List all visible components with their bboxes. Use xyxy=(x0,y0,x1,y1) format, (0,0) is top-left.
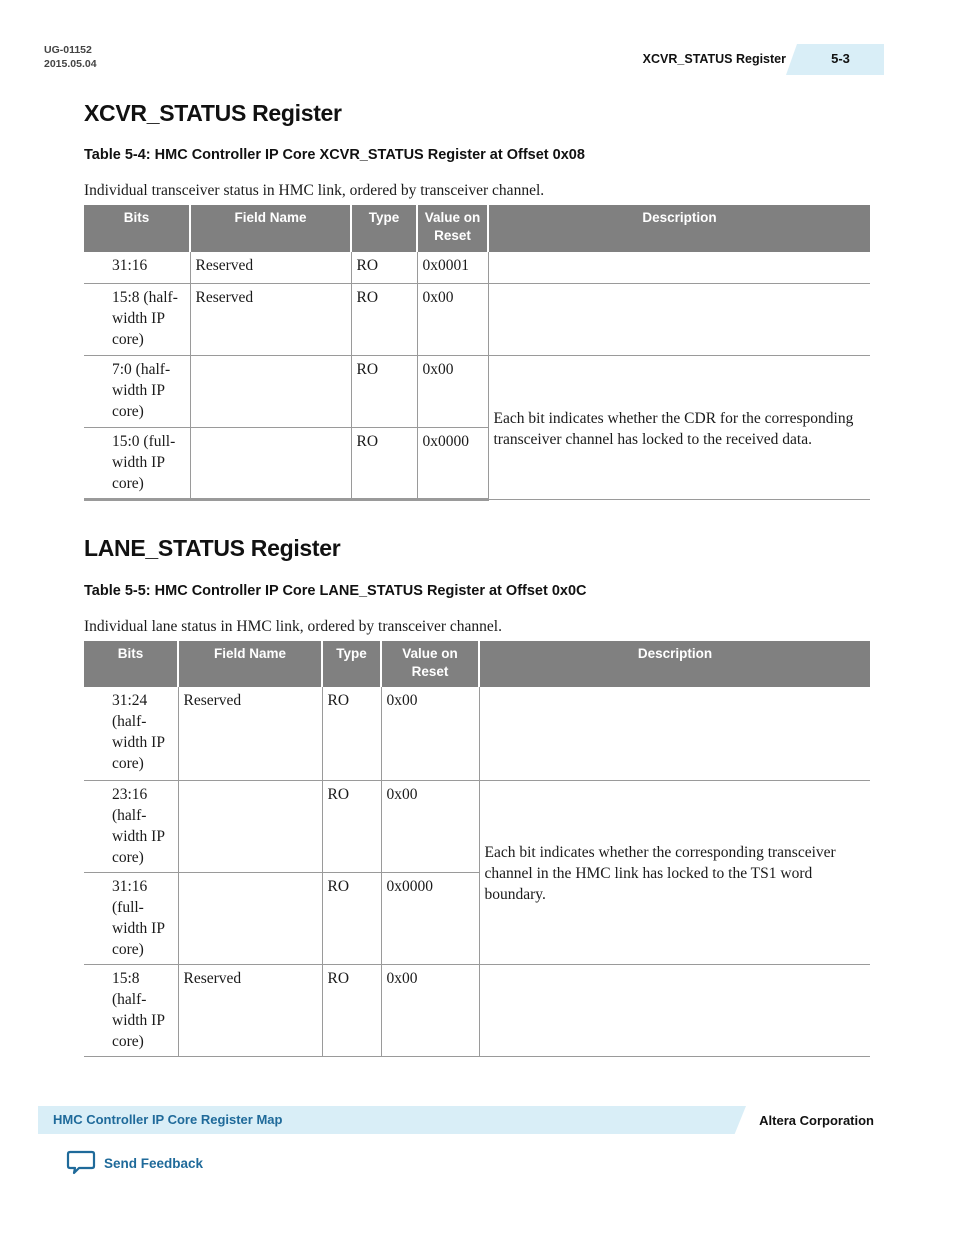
cell-bits: 15:0 (full-width IP core) xyxy=(84,427,190,499)
cell-bits: 15:8 (half-width IP core) xyxy=(84,964,178,1056)
column-header-bits: Bits xyxy=(84,205,190,252)
table-row xyxy=(84,687,870,780)
footer-chapter-title[interactable]: HMC Controller IP Core Register Map xyxy=(53,1112,283,1127)
cell-type: RO xyxy=(351,427,417,499)
cell-description: Each bit indicates whether the corresponding transceiver channel in the HMC link has locked to the TS1 word boundary. xyxy=(479,780,870,964)
cell-bits: 31:16 xyxy=(84,252,190,283)
table-intro-xcvr-status: Individual transceiver status in HMC link, ordered by transceiver channel. xyxy=(84,182,545,199)
cell-field-name: Reserved xyxy=(178,687,322,780)
column-header-field-name: Field Name xyxy=(178,641,322,687)
cell-reset-value: 0x00 xyxy=(381,964,479,1056)
page-number: 5-3 xyxy=(831,51,850,66)
register-table-lane-status xyxy=(84,641,870,1057)
cell-description xyxy=(488,283,870,355)
section-heading-xcvr-status: XCVR_STATUS Register xyxy=(84,100,342,126)
send-feedback-label: Send Feedback xyxy=(104,1155,204,1171)
column-header-type: Type xyxy=(351,205,417,252)
document-id: UG-01152 xyxy=(44,44,92,56)
column-header-field-name: Field Name xyxy=(190,205,351,252)
cell-bits: 31:16 (full-width IP core) xyxy=(84,872,178,964)
cell-field-name xyxy=(178,780,322,872)
cell-type: RO xyxy=(322,872,381,964)
send-feedback-link[interactable] xyxy=(66,1150,203,1176)
footer-company: Altera Corporation xyxy=(759,1113,874,1128)
table-caption-lane-status: Table 5-5: HMC Controller IP Core LANE_STATUS Register at Offset 0x0C xyxy=(84,583,587,599)
cell-field-name xyxy=(190,355,351,427)
cell-type: RO xyxy=(351,283,417,355)
table-row xyxy=(84,780,870,872)
cell-type: RO xyxy=(351,252,417,283)
cell-description xyxy=(488,252,870,283)
cell-description: Each bit indicates whether the CDR for the corresponding transceiver channel has locked to the received data. xyxy=(488,355,870,499)
table-caption-xcvr-status: Table 5-4: HMC Controller IP Core XCVR_STATUS Register at Offset 0x08 xyxy=(84,147,585,163)
column-header-value-on-reset: Value on Reset xyxy=(381,641,479,687)
document-date: 2015.05.04 xyxy=(44,58,97,70)
cell-field-name xyxy=(190,427,351,499)
cell-reset-value: 0x00 xyxy=(417,355,488,427)
cell-field-name: Reserved xyxy=(190,252,351,283)
table-intro-lane-status: Individual lane status in HMC link, ordered by transceiver channel. xyxy=(84,618,502,635)
column-header-bits: Bits xyxy=(84,641,178,687)
column-header-value-on-reset: Value on Reset xyxy=(417,205,488,252)
cell-type: RO xyxy=(351,355,417,427)
cell-bits: 15:8 (half-width IP core) xyxy=(84,283,190,355)
cell-bits: 31:24 (half-width IP core) xyxy=(84,687,178,780)
column-header-description: Description xyxy=(479,641,870,687)
cell-reset-value: 0x0001 xyxy=(417,252,488,283)
cell-reset-value: 0x00 xyxy=(381,687,479,780)
cell-description xyxy=(479,687,870,780)
cell-field-name xyxy=(178,872,322,964)
column-header-type: Type xyxy=(322,641,381,687)
table-row xyxy=(84,964,870,1056)
register-table-xcvr-status xyxy=(84,205,870,501)
cell-type: RO xyxy=(322,964,381,1056)
table-row xyxy=(84,355,870,427)
speech-bubble-icon xyxy=(66,1150,96,1176)
running-header-title: XCVR_STATUS Register xyxy=(642,52,786,66)
cell-bits: 7:0 (half-width IP core) xyxy=(84,355,190,427)
cell-reset-value: 0x00 xyxy=(381,780,479,872)
column-header-description: Description xyxy=(488,205,870,252)
cell-bits: 23:16 (half-width IP core) xyxy=(84,780,178,872)
document-meta xyxy=(44,43,97,71)
section-heading-lane-status: LANE_STATUS Register xyxy=(84,535,341,561)
cell-description xyxy=(479,964,870,1056)
cell-field-name: Reserved xyxy=(190,283,351,355)
cell-reset-value: 0x00 xyxy=(417,283,488,355)
cell-type: RO xyxy=(322,780,381,872)
cell-field-name: Reserved xyxy=(178,964,322,1056)
table-row xyxy=(84,283,870,355)
table-row xyxy=(84,252,870,283)
cell-reset-value: 0x0000 xyxy=(417,427,488,499)
page-tab-accent xyxy=(786,44,797,75)
cell-reset-value: 0x0000 xyxy=(381,872,479,964)
cell-type: RO xyxy=(322,687,381,780)
